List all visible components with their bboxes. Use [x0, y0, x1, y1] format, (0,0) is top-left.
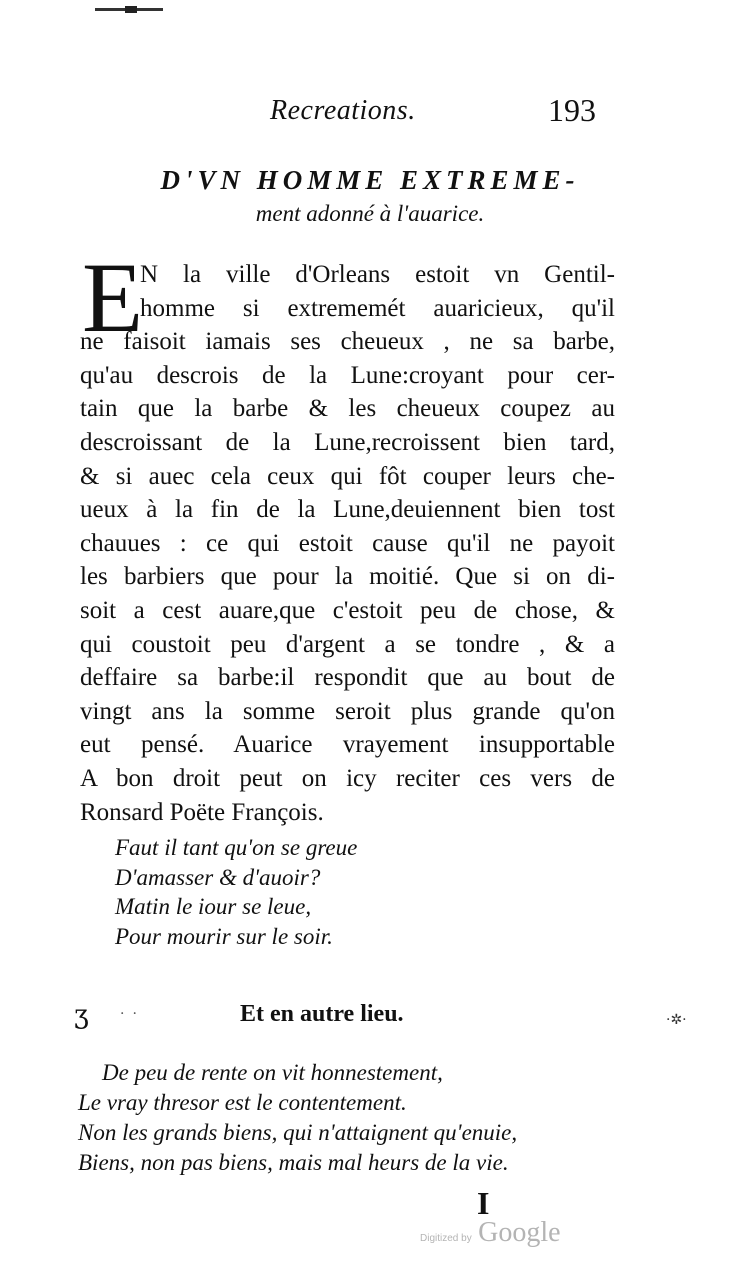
running-head: Recreations.: [270, 95, 416, 126]
body-line: N la ville d'Orleans estoit vn Gentil-: [140, 261, 615, 288]
body-line: eut pensé. Auarice vrayement insupportable: [80, 731, 615, 759]
google-wordmark: Google: [478, 1217, 561, 1248]
verse-line: Non les grands biens, qui n'attaignent qu'enuie,: [78, 1120, 518, 1145]
chapter-subtitle: ment adonné à l'auarice.: [255, 201, 485, 226]
body-line: Ronsard Poëte François.: [80, 798, 324, 826]
drop-capital: E: [82, 242, 144, 353]
signature-mark: I: [477, 1185, 490, 1221]
verse-line: D'amasser & d'auoir?: [115, 864, 321, 890]
body-line: deffaire sa barbe:il respondit que au bout de: [80, 664, 615, 692]
body-line: homme si extrememét auaricieux, qu'il: [140, 294, 615, 322]
margin-dots-icon: ··: [120, 1006, 145, 1022]
body-line: soit a cest auare,que c'estoit peu de chose, &: [80, 596, 615, 624]
body-line: ueux à la fin de la Lune,deuiennent bien tost: [80, 496, 615, 524]
body-line: les barbiers que pour la moitié. Que si on di-: [80, 563, 615, 591]
margin-mark-icon: ʒ: [74, 1000, 89, 1030]
page-number: 193: [548, 92, 596, 128]
verse-line: Le vray thresor est le contentement.: [78, 1090, 407, 1115]
top-ink-smudge: [95, 6, 165, 14]
body-line: vingt ans la somme seroit plus grande qu'on: [80, 697, 615, 725]
watermark-small-text: Digitized by: [420, 1233, 472, 1244]
verse-line: Biens, non pas biens, mais mal heurs de la vie.: [78, 1150, 509, 1175]
verse-line: Pour mourir sur le soir.: [115, 923, 333, 949]
body-line: qu'au descrois de la Lune:croyant pour cer-: [80, 361, 615, 389]
body-line: & si auec cela ceux qui fôt couper leurs che-: [80, 462, 615, 490]
digitized-by-watermark: [420, 1217, 561, 1249]
verse-quatrain: [115, 833, 357, 951]
section-heading: Et en autre lieu.: [240, 1001, 404, 1027]
verse-couplets: [78, 1058, 517, 1178]
body-line: A bon droit peut on icy reciter ces vers de: [80, 764, 615, 792]
body-line: ne faisoit iamais ses cheueux , ne sa barbe,: [80, 328, 615, 356]
body-line: tain que la barbe & les cheueux coupez au: [80, 395, 615, 423]
verse-line: De peu de rente on vit honnestement,: [102, 1060, 443, 1085]
body-paragraph: [80, 258, 615, 829]
margin-smudge-icon: ·✲·: [666, 1012, 687, 1028]
body-line: qui coustoit peu d'argent a se tondre , & a: [80, 630, 615, 658]
body-line: descroissant de la Lune,recroissent bien tard,: [80, 428, 615, 456]
verse-line: Matin le iour se leue,: [115, 894, 312, 919]
chapter-title: D'VN HOMME EXTREME-: [160, 165, 580, 195]
verse-line: Faut il tant qu'on se greue: [115, 835, 358, 860]
body-line: chauues : ce qui estoit cause qu'il ne payoit: [80, 529, 615, 557]
